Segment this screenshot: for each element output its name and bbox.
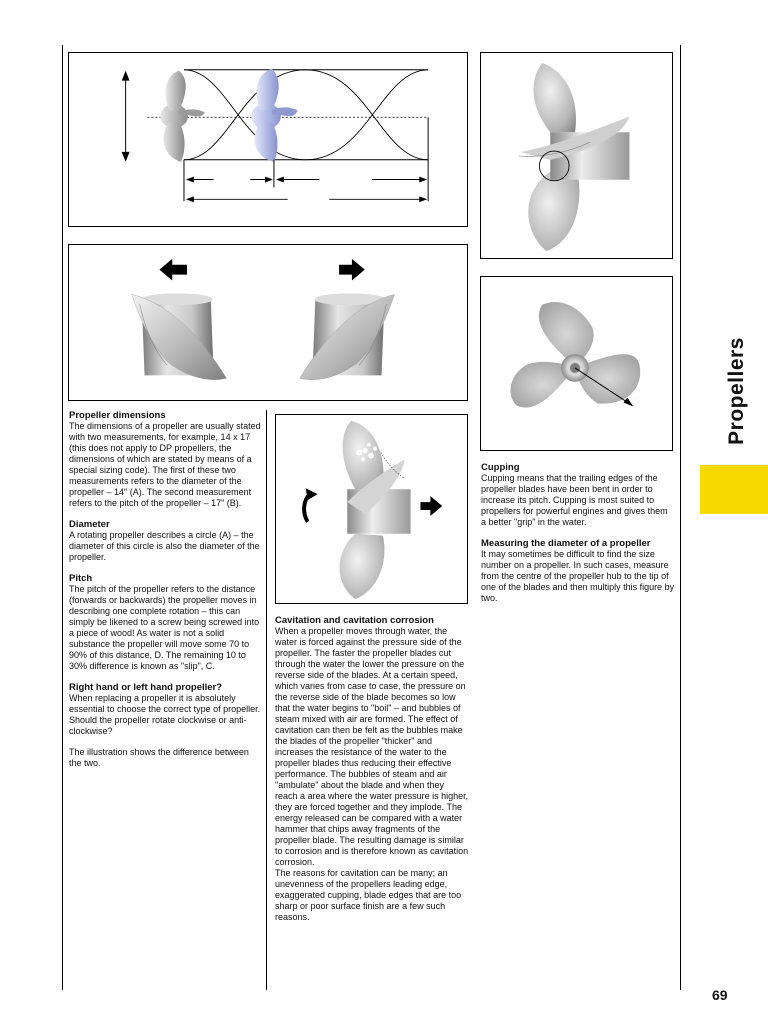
pitch-diagram	[69, 53, 467, 226]
cavitation-body: When a propeller moves through water, the water is forced against the pressure side of the propeller. The faster the propeller blades cut through the water the lower the pressure on the reverse side of the blades. At a certain speed, which varies from case to case, the pressure on the reverse side of the blade becomes so low that the water begins to "boil" – and bubbles of steam mixed with air are formed. The effect of cavitation can then be felt as the bubbles make the blades of the propeller "thicker" and increases the resistance of the water to the propeller blades thus reducing their effective performance. The bubbles of steam and air "ambulate" about the blade and when they reach a area where the water pressure is higher, they are forced together and they implode. The energy released can be compared with a water hammer that chips away fragments of the propeller blade. The resulting damage is similar to corrosion and is therefore known as cavitation corrosion. The reasons for cavitation can be many; an unevenness of the propellers leading edge, exaggerated cupping, blade edges that are too sharp or poor surface finish are a few such reasons.	[275, 626, 469, 922]
cupping-body: Cupping means that the trailing edges of the propeller blades have been bent in order to increase its pitch. Cupping is most suited to propellers for powerful engines and gives them a better "grip" in the water.	[481, 473, 668, 527]
rotation-direction-figure	[68, 244, 468, 401]
cavitation-diagram	[276, 415, 467, 603]
column-2-text	[275, 615, 469, 933]
cavitation-heading: Cavitation and cavitation corrosion	[275, 615, 434, 626]
grey-propeller-icon	[160, 71, 204, 162]
pitch-diagram-figure	[68, 52, 468, 227]
section-title-text: Propellers	[725, 337, 748, 445]
rotation-arrow-icon	[304, 488, 317, 522]
left-hand-propeller-icon	[132, 293, 227, 379]
section-color-tab	[700, 465, 768, 514]
left-column-rule	[62, 45, 63, 990]
cupping-figure	[480, 52, 673, 259]
measuring-diameter-diagram	[481, 277, 672, 450]
measuring-diameter-figure	[480, 276, 673, 451]
cupping-heading: Cupping	[481, 462, 520, 473]
section-title	[713, 326, 761, 456]
page-number: 69	[712, 987, 728, 1003]
diameter-body: A rotating propeller describes a circle (A) – the diameter of this circle is also the diameter of the propeller.	[69, 530, 260, 562]
cupping-diagram	[481, 53, 672, 258]
right-arrow-icon	[339, 259, 365, 281]
middle-column-rule	[266, 410, 267, 990]
propeller-dimensions-heading: Propeller dimensions	[69, 410, 166, 421]
pitch-body: The pitch of the propeller refers to the distance (forwards or backwards) the propeller moves in describing one complete rotation – this can simply be likened to a screw being screwed into a piece of wood! As water is not a solid substance the propeller will move some 70 to 90% of this distance, D. The remaining 10 to 30% difference is known as "slip", C.	[69, 584, 260, 671]
propeller-dimensions-body: The dimensions of a propeller are usually stated with two measurements, for example, 14 x 17 (this does not apply to DP propellers, the dimensions of which are stated by means of a special sizing code). The first of these two measurements refers to the diameter of the propeller – 14" (A). The second measurement refers to the pitch of the propeller – 17" (B).	[69, 421, 261, 508]
column-1-text	[69, 410, 261, 779]
measuring-diameter-heading: Measuring the diameter of a propeller	[481, 538, 651, 549]
right-hand-propeller-icon	[300, 293, 395, 379]
left-arrow-icon	[159, 259, 187, 281]
hand-propeller-body: When replacing a propeller it is absolutely essential to choose the correct type of propeller. Should the propeller rotate clockwise or anti-clockwise?	[69, 693, 261, 736]
hand-propeller-body-2: The illustration shows the difference between the two.	[69, 747, 249, 768]
right-column-rule	[680, 45, 681, 990]
pitch-heading: Pitch	[69, 573, 93, 584]
cavitation-figure	[275, 414, 468, 604]
rotation-direction-diagram	[69, 245, 467, 400]
forward-arrow-icon	[420, 496, 442, 516]
diameter-heading: Diameter	[69, 519, 110, 530]
hand-propeller-heading: Right hand or left hand propeller?	[69, 682, 223, 693]
measuring-diameter-body: It may sometimes be difficult to find the size number on a propeller. In such cases, measure from the centre of the propeller hub to the tip of one of the blades and then multiply this figure by two.	[481, 549, 675, 603]
column-3-text	[481, 462, 675, 614]
blue-propeller-icon	[251, 69, 297, 162]
